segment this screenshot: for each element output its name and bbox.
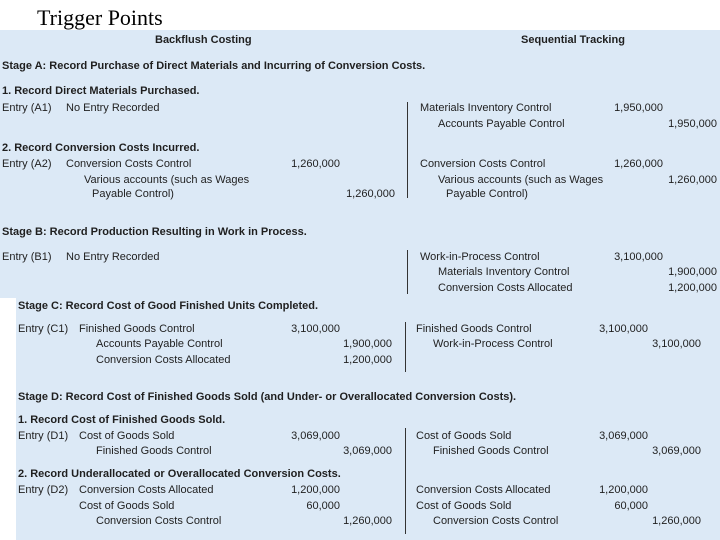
entry-a1-label: Entry (A1) <box>2 102 52 114</box>
entry-d2-right-amt2: 60,000 <box>614 500 648 512</box>
entry-a1-left: No Entry Recorded <box>66 102 160 114</box>
entry-b1-right-line1: Work-in-Process Control <box>420 251 540 263</box>
entry-a2-right-line1: Conversion Costs Control <box>420 158 546 170</box>
entry-a2-right-line2: Various accounts (such as Wages <box>438 174 604 186</box>
entry-d2-right-line2: Cost of Goods Sold <box>416 500 512 512</box>
entry-c1-left-line2: Accounts Payable Control <box>96 338 223 350</box>
header-backflush: Backflush Costing <box>155 34 252 46</box>
entry-d2-left-line2: Cost of Goods Sold <box>79 500 175 512</box>
entry-c1-left-line1: Finished Goods Control <box>79 323 195 335</box>
entry-d1-left-line2: Finished Goods Control <box>96 445 212 457</box>
stage-a-heading: Stage A: Record Purchase of Direct Materials and Incurring of Conversion Costs. <box>2 60 426 72</box>
divider-line <box>407 250 408 294</box>
entry-c1-left-amt1: 3,100,000 <box>291 323 340 335</box>
entry-b1-right-line3: Conversion Costs Allocated <box>438 282 573 294</box>
entry-d1-right-amt2: 3,069,000 <box>652 445 701 457</box>
entry-a2-left-line2: Various accounts (such as Wages <box>84 174 250 186</box>
entry-d2-label: Entry (D2) <box>18 484 69 496</box>
entry-b1-right-amt2: 1,900,000 <box>668 266 717 278</box>
slide-title: Trigger Points <box>37 5 163 30</box>
entry-b1-right-amt3: 1,200,000 <box>668 282 717 294</box>
entry-b1-right-amt1: 3,100,000 <box>614 251 663 263</box>
entry-d2-left-amt2: 60,000 <box>306 500 340 512</box>
entry-a1-right-line1: Materials Inventory Control <box>420 102 552 114</box>
entry-d2-left-line1: Conversion Costs Allocated <box>79 484 214 496</box>
entry-d1-left-amt2: 3,069,000 <box>343 445 392 457</box>
entry-a2-left-line3: Payable Control) <box>92 188 174 200</box>
entry-d1-right-line1: Cost of Goods Sold <box>416 430 512 442</box>
entry-c1-left-amt3: 1,200,000 <box>343 354 392 366</box>
entry-a2-label: Entry (A2) <box>2 158 52 170</box>
entry-d1-left-amt1: 3,069,000 <box>291 430 340 442</box>
header-sequential: Sequential Tracking <box>521 34 625 46</box>
entry-d2-right-amt1: 1,200,000 <box>599 484 648 496</box>
entry-a1-right-line2: Accounts Payable Control <box>438 118 565 130</box>
entry-c1-left-line3: Conversion Costs Allocated <box>96 354 231 366</box>
divider-line <box>405 322 406 372</box>
entry-b1-label: Entry (B1) <box>2 251 52 263</box>
divider-line <box>407 102 408 198</box>
entry-c1-right-amt2: 3,100,000 <box>652 338 701 350</box>
stage-d-sub2: 2. Record Underallocated or Overallocated Conversion Costs. <box>18 468 341 480</box>
entry-d2-right-line3: Conversion Costs Control <box>433 515 559 527</box>
entry-a2-right-line3: Payable Control) <box>446 188 528 200</box>
entry-d1-right-amt1: 3,069,000 <box>599 430 648 442</box>
entry-a2-right-amt1: 1,260,000 <box>614 158 663 170</box>
entry-b1-left: No Entry Recorded <box>66 251 160 263</box>
stage-a-sub2: 2. Record Conversion Costs Incurred. <box>2 142 200 154</box>
entry-c1-label: Entry (C1) <box>18 323 69 335</box>
entry-a2-right-amt2: 1,260,000 <box>668 174 717 186</box>
stage-d-heading: Stage D: Record Cost of Finished Goods Sold (and Under- or Overallocated Conversion Costs). <box>18 391 517 403</box>
entry-a1-right-amt2: 1,950,000 <box>668 118 717 130</box>
entry-d2-left-amt3: 1,260,000 <box>343 515 392 527</box>
entry-d2-left-line3: Conversion Costs Control <box>96 515 222 527</box>
entry-c1-right-line2: Work-in-Process Control <box>433 338 553 350</box>
entry-c1-right-amt1: 3,100,000 <box>599 323 648 335</box>
entry-a2-left-amt1: 1,260,000 <box>291 158 340 170</box>
entry-b1-right-line2: Materials Inventory Control <box>438 266 570 278</box>
entry-a2-left-line1: Conversion Costs Control <box>66 158 192 170</box>
entry-d1-left-line1: Cost of Goods Sold <box>79 430 175 442</box>
entry-d2-left-amt1: 1,200,000 <box>291 484 340 496</box>
entry-c1-right-line1: Finished Goods Control <box>416 323 532 335</box>
stage-b-heading: Stage B: Record Production Resulting in Work in Process. <box>2 226 307 238</box>
stage-a-sub1: 1. Record Direct Materials Purchased. <box>2 85 200 97</box>
stage-c-heading: Stage C: Record Cost of Good Finished Units Completed. <box>18 300 319 312</box>
entry-a1-right-amt1: 1,950,000 <box>614 102 663 114</box>
divider-line <box>405 428 406 534</box>
entry-d1-label: Entry (D1) <box>18 430 69 442</box>
entry-c1-left-amt2: 1,900,000 <box>343 338 392 350</box>
entry-d2-right-amt3: 1,260,000 <box>652 515 701 527</box>
entry-a2-left-amt3: 1,260,000 <box>346 188 395 200</box>
entry-d2-right-line1: Conversion Costs Allocated <box>416 484 551 496</box>
stage-d-sub1: 1. Record Cost of Finished Goods Sold. <box>18 414 226 426</box>
entry-d1-right-line2: Finished Goods Control <box>433 445 549 457</box>
